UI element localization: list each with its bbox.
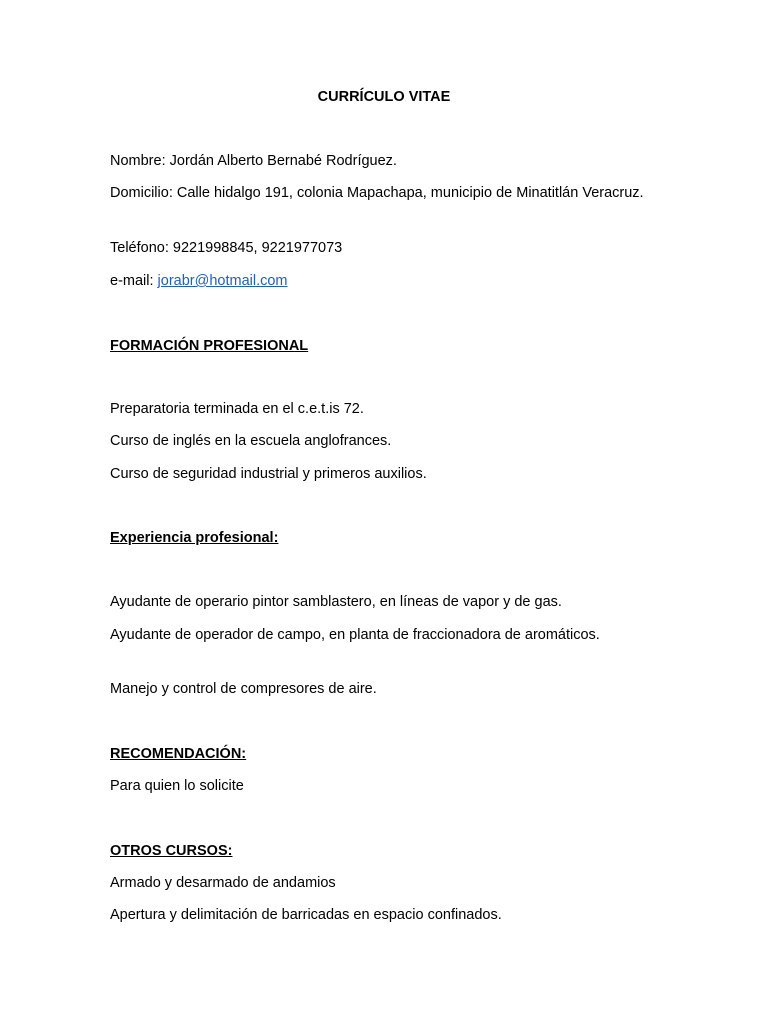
phone-label: Teléfono: (110, 240, 169, 256)
recomendacion-heading: RECOMENDACIÓN: (110, 746, 247, 762)
name-line (110, 150, 397, 172)
email-line (110, 270, 288, 292)
otros-cursos-item: Armado y desarmado de andamios (110, 875, 336, 891)
otros-cursos-item: Apertura y delimitación de barricadas en espacio confinados. (110, 907, 502, 923)
document-title: CURRÍCULO VITAE (317, 89, 451, 105)
recomendacion-item: Para quien lo solicite (110, 778, 244, 794)
name-label: Nombre: (110, 153, 166, 169)
phone-line (110, 237, 342, 259)
phone-value: 9221998845, 9221977073 (172, 240, 343, 256)
formacion-item: Preparatoria terminada en el c.e.t.is 72. (110, 401, 364, 417)
experiencia-item: Ayudante de operario pintor samblastero, en líneas de vapor y de gas. (110, 594, 562, 610)
address-line (110, 182, 658, 204)
address-value: Calle hidalgo 191, colonia Mapachapa, municipio de Minatitlán Veracruz. (176, 185, 644, 201)
experiencia-item: Manejo y control de compresores de aire. (110, 681, 377, 697)
address-label: Domicilio: (110, 185, 173, 201)
formacion-item: Curso de inglés en la escuela anglofrances. (110, 433, 392, 449)
experiencia-item: Ayudante de operador de campo, en planta de fraccionadora de aromáticos. (110, 627, 600, 643)
name-value: Jordán Alberto Bernabé Rodríguez. (169, 153, 397, 169)
email-label: e-mail: (110, 273, 154, 289)
otros-cursos-heading: OTROS CURSOS: (110, 843, 233, 859)
email-link[interactable]: jorabr@hotmail.com (157, 273, 288, 289)
experiencia-heading: Experiencia profesional: (110, 530, 279, 546)
formacion-heading: FORMACIÓN PROFESIONAL (110, 338, 309, 354)
formacion-item: Curso de seguridad industrial y primeros auxilios. (110, 466, 427, 482)
